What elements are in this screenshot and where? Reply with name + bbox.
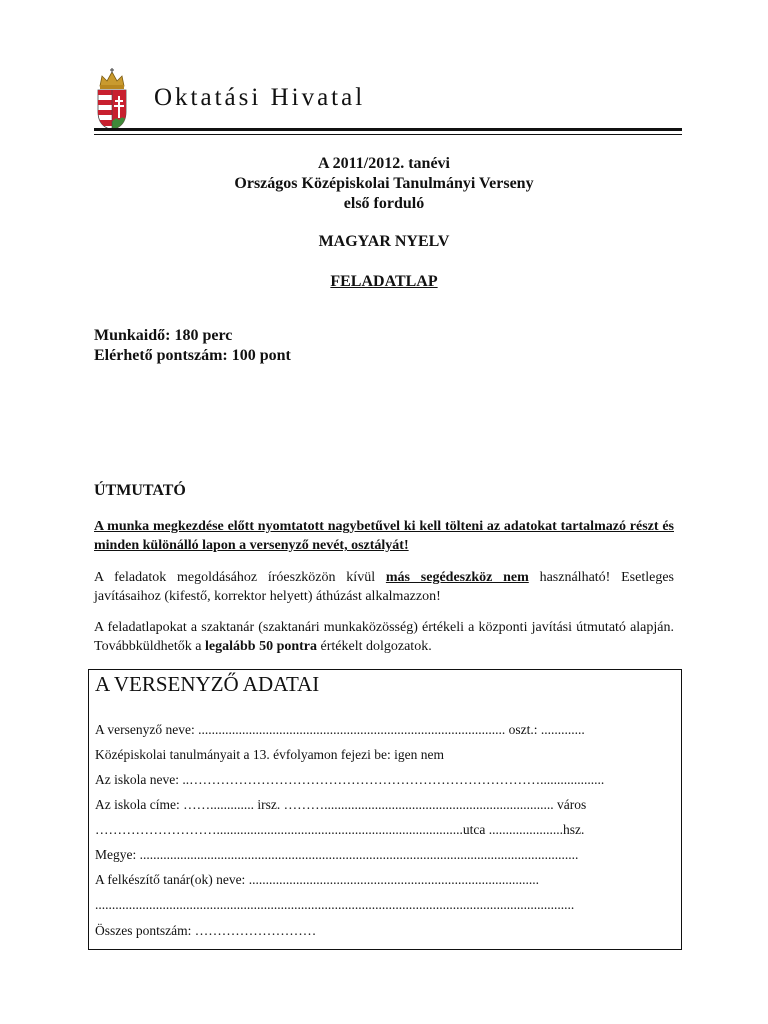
competition-title [94,154,674,214]
title-line-competition: Országos Középiskolai Tanulmányi Verseny [234,175,534,192]
field-teacher-name[interactable]: A felkészítő tanár(ok) neve: ...................................................................................... [95,872,539,887]
header [94,68,682,132]
organization-name: Oktatási Hivatal [154,84,366,111]
guide-paragraph-1: A munka megkezdése előtt nyomtatott nagybetűvel ki kell tölteni az adatokat tartalmazó részt és minden különálló lapon a versenyző nevét, osztályát! [94,519,674,553]
sheet-title: FELADATLAP [330,273,438,290]
field-total-points[interactable]: Összes pontszám: ……………………… [95,923,317,938]
field-graduation-year[interactable]: Középiskolai tanulmányait a 13. évfolyamon fejezi be: igen nem [95,747,445,762]
contestant-data-form [88,669,682,950]
field-county[interactable]: Megye: .................................................................................................................................. [95,847,579,862]
time-info [94,326,291,366]
header-rule-thin [94,134,682,135]
guide-p3-text-c: értékelt dolgozatok. [317,639,432,654]
field-teacher-name-continued[interactable]: .............................................................................................................................................. [95,897,575,912]
field-school-address[interactable]: Az iskola címe: ……............. irsz. ……….................................................................... város [95,797,587,812]
worktime: Munkaidő: 180 perc [94,327,233,344]
field-contestant-name[interactable]: A versenyző neve: ........................................................................................... oszt.: ............. [95,722,585,737]
form-title: A VERSENYZŐ ADATAI [95,672,320,696]
guide-p2-text-c: használható! Esetleges javításaihoz (kifestő, korrektor helyett) áthúzást alkalmazzon! [94,570,674,604]
guide-paragraph-2 [94,568,674,606]
subject-title: MAGYAR NYELV [318,233,450,250]
field-school-name[interactable]: Az iskola neve: ..……………………………………………………………………................... [95,772,605,787]
guide-p2-emphasis: más segédeszköz nem [385,570,529,585]
guide-paragraph-3 [94,618,674,656]
max-points: Elérhető pontszám: 100 pont [94,347,291,364]
guide-p3-text-a: A feladatlapokat a szaktanár (szaktanári munkaközösség) értékeli a központi javítási útmutató alapján. Továbbküldhetők a [94,620,674,654]
title-line-year: A 2011/2012. tanévi [317,155,450,172]
hungarian-coat-of-arms-icon [94,68,130,132]
header-rule-thick [94,128,682,131]
guide-heading: ÚTMUTATÓ [94,482,186,499]
guide-p3-emphasis: legalább 50 pontra [205,639,318,654]
field-school-street[interactable]: ……………………….........................................................................utca ......................hsz. [95,822,585,837]
title-line-round: első forduló [343,195,425,212]
guide-p2-text-a: A feladatok megoldásához íróeszközön kívül [94,570,386,585]
